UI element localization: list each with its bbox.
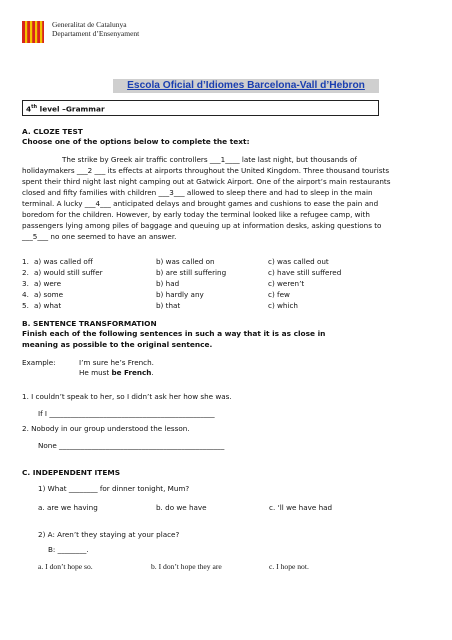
generalitat-logo-icon xyxy=(22,21,44,43)
option-row xyxy=(22,267,402,278)
option-c: c) which xyxy=(268,301,298,310)
item-1-option-a: a. are we having xyxy=(38,503,98,512)
option-number: 4. xyxy=(22,290,29,299)
item-2-response: B: ________. xyxy=(48,545,89,554)
option-b: b) had xyxy=(156,279,180,288)
item-2-option-c: c. I hope not. xyxy=(269,562,309,571)
org-line-2: Departament d’Ensenyament xyxy=(52,29,140,38)
transformation-answer-1[interactable]: If I ______________________________________________ xyxy=(38,409,215,418)
option-b: b) was called on xyxy=(156,257,215,266)
option-number: 5. xyxy=(22,301,29,310)
option-b: b) that xyxy=(156,301,181,310)
item-2-options xyxy=(38,561,378,572)
item-2-option-b: b. I don’t hope they are xyxy=(151,562,222,571)
option-c: c) weren’t xyxy=(268,279,305,288)
cloze-options xyxy=(22,256,402,311)
school-title: Escola Oficial d’Idiomes Barcelona-Vall d’Hebron xyxy=(127,80,365,91)
option-number: 3. xyxy=(22,279,29,288)
option-row xyxy=(22,300,402,311)
item-1-option-b: b. do we have xyxy=(156,503,207,512)
section-c-heading: C. INDEPENDENT ITEMS xyxy=(22,468,121,477)
transformation-question-1: 1. I couldn’t speak to her, so I didn’t ask her how she was. xyxy=(22,392,232,401)
level-label: level –Grammar xyxy=(37,104,105,114)
item-2-question: 2) A: Aren’t they staying at your place? xyxy=(38,530,180,539)
option-c: c) have still suffered xyxy=(268,268,342,277)
example-sentence: I’m sure he’s French. xyxy=(79,358,154,367)
option-row xyxy=(22,256,402,267)
cloze-text: The strike by Greek air traffic controllers ___1____ late last night, but thousands of holidaymakers ___2 ___ its effects at airports throughout the United Kingdom. Three thousand tourists spent their third night last night camping out at Gatwick Airport. One of the airport’s main restaurants closed and fifty families with children ___3___ allowed to sleep there and had to sleep in the main terminal. A lucky ___4___ anticipated delays and brought games and cushions to ease the pain and boredom for the children. However, by early today the terminal looked like a refugee camp, with passengers lying among piles of baggage and queuing up at information desks, asking questions to ___5___ no one seemed to have an answer. xyxy=(22,155,391,241)
option-a: a) were xyxy=(34,279,62,288)
section-a-heading: A. CLOZE TEST xyxy=(22,127,83,136)
example-answer-end: . xyxy=(151,368,154,377)
item-2-option-a: a. I don’t hope so. xyxy=(38,562,93,571)
section-a-instruction: Choose one of the options below to complete the text: xyxy=(22,137,250,146)
section-b-instruction: Finish each of the following sentences in such a way that it is as close in meaning as possible to the original sentence. xyxy=(22,329,326,349)
option-c: c) was called out xyxy=(268,257,329,266)
option-a: a) would still suffer xyxy=(34,268,103,277)
option-b: b) are still suffering xyxy=(156,268,227,277)
option-c: c) few xyxy=(268,290,290,299)
item-1-option-c: c. ‘ll we have had xyxy=(269,503,333,512)
option-row xyxy=(22,289,402,300)
example-answer xyxy=(79,367,154,378)
level-ordinal: th xyxy=(31,104,38,110)
cloze-paragraph xyxy=(22,154,392,242)
level-number: 4 xyxy=(26,104,32,114)
example-answer-bold: be French xyxy=(111,368,152,377)
org-name xyxy=(52,20,139,38)
transformation-answer-2[interactable]: None ______________________________________________ xyxy=(38,441,225,450)
option-b: b) hardly any xyxy=(156,290,204,299)
option-row xyxy=(22,278,402,289)
transformation-question-2: 2. Nobody in our group understood the lesson. xyxy=(22,424,190,433)
item-1-options xyxy=(38,502,378,513)
option-a: a) was called off xyxy=(34,257,93,266)
example-answer-start: He must xyxy=(79,368,112,377)
option-a: a) some xyxy=(34,290,64,299)
section-b-heading: B. SENTENCE TRANSFORMATION xyxy=(22,319,157,328)
option-number: 2. xyxy=(22,268,29,277)
item-1-question: 1) What ________ for dinner tonight, Mum? xyxy=(38,484,190,493)
option-number: 1. xyxy=(22,257,29,266)
level-heading xyxy=(26,101,105,115)
example-label: Example: xyxy=(22,358,56,367)
option-a: a) what xyxy=(34,301,62,310)
org-line-1: Generalitat de Catalunya xyxy=(52,20,127,29)
